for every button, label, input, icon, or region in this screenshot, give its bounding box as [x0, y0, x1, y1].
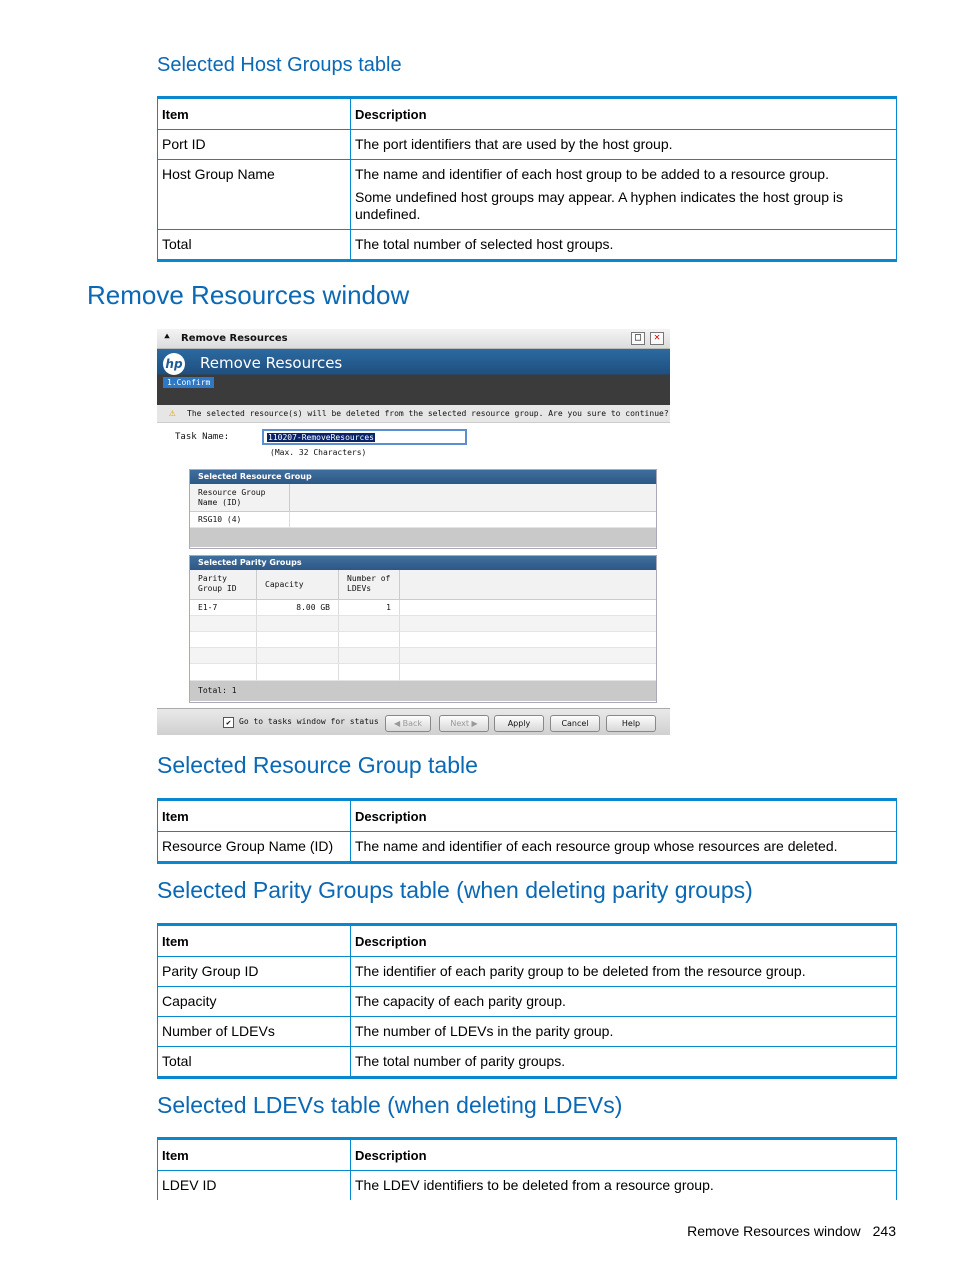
section-title-ldevs: Selected LDEVs table (when deleting LDEVs)	[157, 1092, 623, 1118]
grid-cell: RSG10 (4)	[190, 512, 290, 528]
item-cell: Host Group Name	[158, 160, 351, 230]
cell-parity-group-id: E1-7	[190, 600, 257, 616]
cell-empty	[190, 632, 257, 648]
cell-empty	[339, 632, 400, 648]
cell-empty	[400, 648, 656, 664]
table-row	[158, 832, 897, 863]
header-item: Item	[158, 800, 351, 832]
restore-icon[interactable]: □	[631, 332, 645, 345]
cell-empty	[400, 632, 656, 648]
table-row	[158, 987, 897, 1017]
task-name-note: (Max. 32 Characters)	[270, 448, 367, 457]
task-name-input[interactable]	[262, 429, 467, 445]
panel-title: Selected Parity Groups	[190, 556, 656, 570]
selected-resource-group-panel	[189, 469, 657, 549]
parity-groups-table	[157, 923, 897, 1079]
table-row	[158, 130, 897, 160]
column-header[interactable]: Resource Group Name (ID)	[190, 484, 290, 512]
task-name-value: 110207-RemoveResources	[268, 433, 374, 442]
cell-blank	[400, 600, 656, 616]
description-cell	[351, 160, 897, 230]
selected-parity-groups-panel	[189, 555, 657, 703]
warning-bar	[157, 405, 670, 423]
banner-title: Remove Resources	[200, 354, 343, 372]
table-row	[158, 1171, 897, 1201]
page-footer	[687, 1223, 896, 1239]
column-header-capacity[interactable]: Capacity	[257, 570, 339, 600]
wizard-banner	[157, 349, 670, 405]
description-cell: The LDEV identifiers to be deleted from a resource group.	[351, 1171, 897, 1201]
cell-empty	[190, 664, 257, 681]
cell-empty	[257, 648, 339, 664]
header-description: Description	[351, 1139, 897, 1171]
description-cell: The total number of selected host groups.	[351, 230, 897, 261]
panel-title: Selected Resource Group	[190, 470, 656, 484]
close-icon[interactable]: ✕	[650, 332, 664, 345]
table-row	[158, 160, 897, 230]
table-row	[158, 1047, 897, 1078]
header-description: Description	[351, 98, 897, 130]
footer-label: Remove Resources window	[687, 1223, 861, 1239]
description-cell: The number of LDEVs in the parity group.	[351, 1017, 897, 1047]
item-cell: Resource Group Name (ID)	[158, 832, 351, 863]
go-to-tasks-checkbox[interactable]: ✔	[223, 717, 234, 728]
cell-empty	[400, 664, 656, 681]
description-cell: The capacity of each parity group.	[351, 987, 897, 1017]
description-cell: The total number of parity groups.	[351, 1047, 897, 1078]
item-cell: Parity Group ID	[158, 957, 351, 987]
table-row	[158, 230, 897, 261]
page-number: 243	[872, 1223, 896, 1239]
column-header-parity-group-id[interactable]: Parity Group ID	[190, 570, 257, 600]
cell-ldevs: 1	[339, 600, 400, 616]
header-item: Item	[158, 925, 351, 957]
window-titlebar	[157, 329, 670, 349]
help-button[interactable]: Help	[606, 715, 656, 732]
section-title-resource-group: Selected Resource Group table	[157, 752, 478, 778]
description-cell: The port identifiers that are used by the host group.	[351, 130, 897, 160]
go-to-tasks-label: Go to tasks window for status	[239, 717, 379, 726]
section-title-host-groups: Selected Host Groups table	[157, 54, 402, 76]
item-cell: Port ID	[158, 130, 351, 160]
header-description: Description	[351, 800, 897, 832]
column-header-ldevs[interactable]: Number of LDEVs	[339, 570, 400, 600]
description-cell: The identifier of each parity group to be deleted from the resource group.	[351, 957, 897, 987]
item-cell: Capacity	[158, 987, 351, 1017]
remove-resources-screenshot	[157, 329, 670, 735]
back-button[interactable]: ◀ Back	[385, 715, 431, 732]
cell-empty	[257, 664, 339, 681]
cell-empty	[190, 616, 257, 632]
description-cell: The name and identifier of each resource group whose resources are deleted.	[351, 832, 897, 863]
cell-capacity: 8.00 GB	[257, 600, 339, 616]
task-name-label: Task Name:	[175, 432, 230, 442]
collapse-icon[interactable]: ⯅	[163, 332, 171, 343]
description-text: The name and identifier of each host group to be added to a resource group.	[355, 166, 829, 182]
table-row	[158, 1017, 897, 1047]
item-cell: Total	[158, 1047, 351, 1078]
warning-icon: ⚠	[169, 406, 176, 419]
item-cell: Total	[158, 230, 351, 261]
item-cell: Number of LDEVs	[158, 1017, 351, 1047]
grid-total: Total: 1	[190, 681, 656, 701]
column-header-blank	[290, 484, 656, 512]
cell-empty	[190, 648, 257, 664]
cell-empty	[339, 648, 400, 664]
hp-logo: hp	[163, 353, 185, 375]
resource-group-table	[157, 798, 897, 864]
apply-button[interactable]: Apply	[494, 715, 544, 732]
ldevs-table	[157, 1137, 897, 1200]
next-button[interactable]: Next ▶	[439, 715, 489, 732]
header-description: Description	[351, 925, 897, 957]
header-item: Item	[158, 1139, 351, 1171]
grid-footer	[190, 528, 656, 547]
description-note: Some undefined host groups may appear. A hyphen indicates the host group is undefined.	[355, 189, 843, 222]
cell-empty	[257, 632, 339, 648]
window-title: Remove Resources	[181, 333, 288, 344]
cell-empty	[257, 616, 339, 632]
warning-message: The selected resource(s) will be deleted from the selected resource group. Are you sure to continue?	[187, 409, 669, 418]
column-header-blank	[400, 570, 656, 600]
wizard-button-bar	[157, 708, 670, 735]
step-confirm[interactable]: 1.Confirm	[163, 377, 214, 388]
grid-cell-blank	[290, 512, 656, 528]
cell-empty	[400, 616, 656, 632]
section-title-parity-groups: Selected Parity Groups table (when deleting parity groups)	[157, 877, 753, 903]
cell-empty	[339, 664, 400, 681]
page-heading: Remove Resources window	[87, 280, 410, 310]
table-row	[158, 957, 897, 987]
cancel-button[interactable]: Cancel	[550, 715, 600, 732]
item-cell: LDEV ID	[158, 1171, 351, 1201]
cell-empty	[339, 616, 400, 632]
host-groups-table	[157, 96, 897, 262]
header-item: Item	[158, 98, 351, 130]
